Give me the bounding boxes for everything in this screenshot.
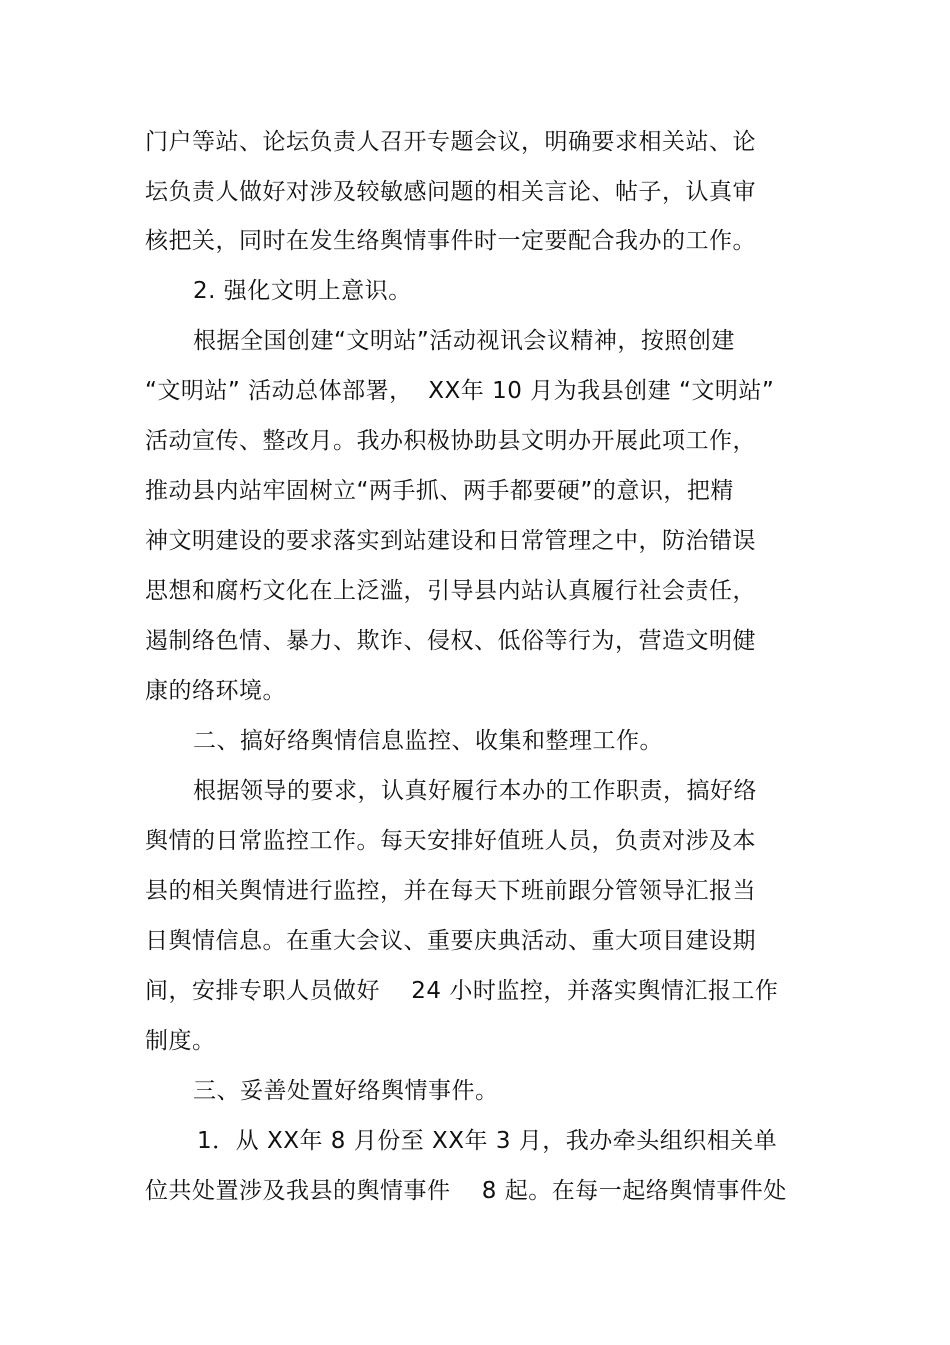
text-line: 间，安排专职人员做好 24 小时监控，并落实舆情汇报工作 [145, 978, 779, 1004]
section-heading: 三、妥善处置好络舆情事件。 [193, 1078, 499, 1104]
text-line: 舆情的日常监控工作。每天安排好值班人员，负责对涉及本 [145, 828, 756, 854]
text-line: 神文明建设的要求落实到站建设和日常管理之中，防治错误 [145, 528, 756, 554]
text-line: 活动宣传、整改月。我办积极协助县文明办开展此项工作， [145, 428, 756, 454]
section-heading: 二、搞好络舆情信息监控、收集和整理工作。 [193, 728, 663, 754]
text-line: 根据领导的要求，认真好履行本办的工作职责，搞好络 [193, 778, 757, 804]
text-line: “文明站” 活动总体部署， XX年 10 月为我县创建 “文明站” [145, 378, 775, 404]
text-line: 位共处置涉及我县的舆情事件 8 起。在每一起络舆情事件处 [145, 1178, 787, 1204]
text-line: 坛负责人做好对涉及较敏感问题的相关言论、帖子，认真审 [145, 179, 756, 205]
text-line: 核把关，同时在发生络舆情事件时一定要配合我办的工作。 [145, 228, 756, 254]
text-line: 根据全国创建“文明站”活动视讯会议精神，按照创建 [193, 328, 735, 354]
text-line: 推动县内站牢固树立“两手抓、两手都要硬”的意识，把精 [145, 478, 734, 504]
text-line: 思想和腐朽文化在上泛滥，引导县内站认真履行社会责任， [145, 578, 756, 604]
text-line: 制度。 [145, 1028, 216, 1054]
text-line: 门户等站、论坛负责人召开专题会议，明确要求相关站、论 [145, 129, 756, 155]
section-heading: 2. 强化文明上意识。 [193, 278, 412, 304]
text-line: 县的相关舆情进行监控，并在每天下班前跟分管领导汇报当 [145, 878, 756, 904]
text-line: 康的络环境。 [145, 678, 286, 704]
text-line: 1．从 XX年 8 月份至 XX年 3 月，我办牵头组织相关单 [197, 1128, 778, 1154]
text-line: 遏制络色情、暴力、欺诈、侵权、低俗等行为，营造文明健 [145, 628, 756, 654]
text-line: 日舆情信息。在重大会议、重要庆典活动、重大项目建设期 [145, 928, 756, 954]
